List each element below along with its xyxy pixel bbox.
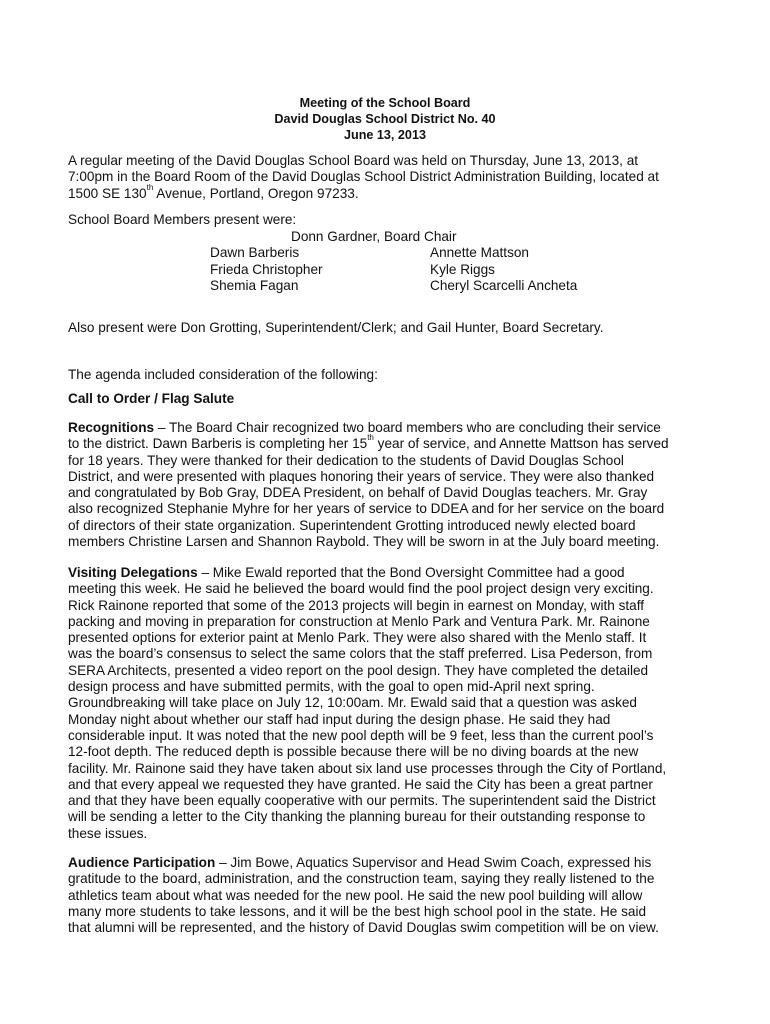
visiting-line: packing and moving in preparation for construction at Menlo Park and Ventura Park. Mr. Rainone: [68, 613, 650, 629]
member-name: Frieda Christopher: [210, 261, 323, 277]
visiting-line: Rick Rainone reported that some of the 2013 projects will begin in earnest on Monday, with staff: [68, 597, 645, 613]
superscript: th: [367, 433, 374, 443]
visiting-line: and that they have been equally cooperative with our permits. The superintendent said the District: [68, 793, 656, 809]
audience-line: many more students to take lessons, and it will be the best high school pool in the state. He said: [68, 903, 647, 919]
audience-line: athletics team about what was needed for the new pool. He said the new pool building will allow: [68, 887, 643, 903]
member-name: Shemia Fagan: [210, 277, 299, 293]
document-header: [0, 95, 770, 143]
meeting-title: Meeting of the School Board: [299, 96, 471, 110]
recognitions-line: for 18 years. They were thanked for their dedication to the students of David Douglas School: [68, 452, 624, 468]
recognitions-line: members Christine Larsen and Shannon Raybold. They will be sworn in at the July board meeting.: [68, 534, 660, 550]
agenda-intro-text: The agenda included consideration of the following:: [68, 367, 378, 382]
intro-line: [68, 182, 708, 202]
recognitions-line: of directors of their state organization. Superintendent Grotting introduced newly elected board: [68, 517, 636, 533]
section-text: year of service, and Annette Mattson has served: [373, 436, 669, 452]
audience-line: that alumni will be represented, and the history of David Douglas swim competition will be on view.: [68, 920, 659, 936]
audience-line: gratitude to the board, administration, and the construction team, saying they really listened to the: [68, 871, 655, 887]
visiting-line: Groundbreaking will take place on July 12, 10:00am. Mr. Ewald said that a question was asked: [68, 695, 637, 711]
section-heading: Audience Participation: [68, 855, 216, 870]
audience-line: [68, 855, 708, 871]
member-name: Kyle Riggs: [430, 261, 495, 277]
section-text: – Mike Ewald reported that the Bond Oversight Committee had a good: [197, 565, 625, 580]
member-name: Dawn Barberis: [210, 245, 300, 261]
visiting-line: design process and have submitted permits, with the goal to open mid-April next spring.: [68, 679, 595, 695]
meeting-date: June 13, 2013: [344, 128, 426, 142]
section-text: – The Board Chair recognized two board members who are concluding their service: [154, 420, 661, 435]
recognitions-line: [68, 433, 708, 452]
visiting-delegations-section: [68, 565, 708, 842]
intro-paragraph: [68, 153, 708, 202]
agenda-intro: [68, 367, 708, 383]
recognitions-line: also recognized Stephanie Myhre for her years of service to DDEA and for her service on the board: [68, 501, 665, 517]
also-present: [68, 320, 708, 336]
superscript: th: [146, 182, 154, 192]
visiting-line: presented options for exterior paint at Menlo Park. They were also shared with the Menlo staff. It: [68, 630, 647, 646]
section-text: – Jim Bowe, Aquatics Supervisor and Head Swim Coach, expressed his: [215, 855, 652, 870]
visiting-line: was the board’s consensus to select the same colors that the staff preferred. Lisa Pederson, from: [68, 646, 653, 662]
recognitions-line: [68, 420, 708, 436]
section-heading: Visiting Delegations: [68, 565, 198, 580]
board-chair: Donn Gardner, Board Chair: [291, 229, 457, 244]
visiting-line: 12-foot depth. The reduced depth is possible because there will be no diving boards at the new: [68, 744, 639, 760]
visiting-line: facility. Mr. Rainone said they have taken about six land use processes through the City of Portland,: [68, 760, 667, 776]
visiting-line: and that every appeal we requested they have granted. He said the City has been a great partner: [68, 776, 653, 792]
visiting-line: [68, 565, 708, 581]
member-name: Annette Mattson: [430, 245, 529, 261]
call-to-order: [68, 391, 708, 407]
visiting-line: SERA Architects, presented a video report on the pool design. They have completed the detailed: [68, 662, 649, 678]
intro-line: A regular meeting of the David Douglas School Board was held on Thursday, June 13, 2013, at: [68, 153, 639, 168]
recognitions-section: [68, 420, 708, 550]
intro-text: Avenue, Portland, Oregon 97233.: [153, 185, 359, 201]
intro-line: 7:00pm in the Board Room of the David Douglas School District Administration Building, located at: [68, 169, 659, 185]
visiting-line: meeting this week. He said he believed the board would find the pool project design very exciting.: [68, 581, 654, 597]
visiting-line: Monday night about whether our staff had input during the design phase. He said they had: [68, 711, 611, 727]
visiting-line: considerable input. It was noted that the new pool depth will be 9 feet, less than the current pool’s: [68, 727, 654, 743]
also-present-text: Also present were Don Grotting, Superintendent/Clerk; and Gail Hunter, Board Secretary.: [68, 320, 604, 335]
section-text: to the district. Dawn Barberis is completing her 15: [68, 436, 368, 452]
visiting-line: will be sending a letter to the City thanking the planning bureau for their outstanding response to: [68, 809, 646, 825]
intro-text: 1500 SE 130: [68, 185, 147, 201]
district-name: David Douglas School District No. 40: [274, 112, 496, 126]
recognitions-line: and congratulated by Bob Gray, DDEA President, on behalf of David Douglas teachers. Mr. Gray: [68, 485, 648, 501]
recognitions-line: District, and were presented with plaques honoring their years of service. They were also thanked: [68, 468, 655, 484]
members-intro: [68, 212, 708, 228]
audience-participation-section: [68, 855, 708, 936]
visiting-line: these issues.: [68, 825, 148, 841]
member-name: Cheryl Scarcelli Ancheta: [430, 277, 578, 293]
section-heading: Recognitions: [68, 420, 155, 435]
section-heading: Call to Order / Flag Salute: [68, 391, 235, 406]
members-intro-text: School Board Members present were:: [68, 212, 297, 227]
